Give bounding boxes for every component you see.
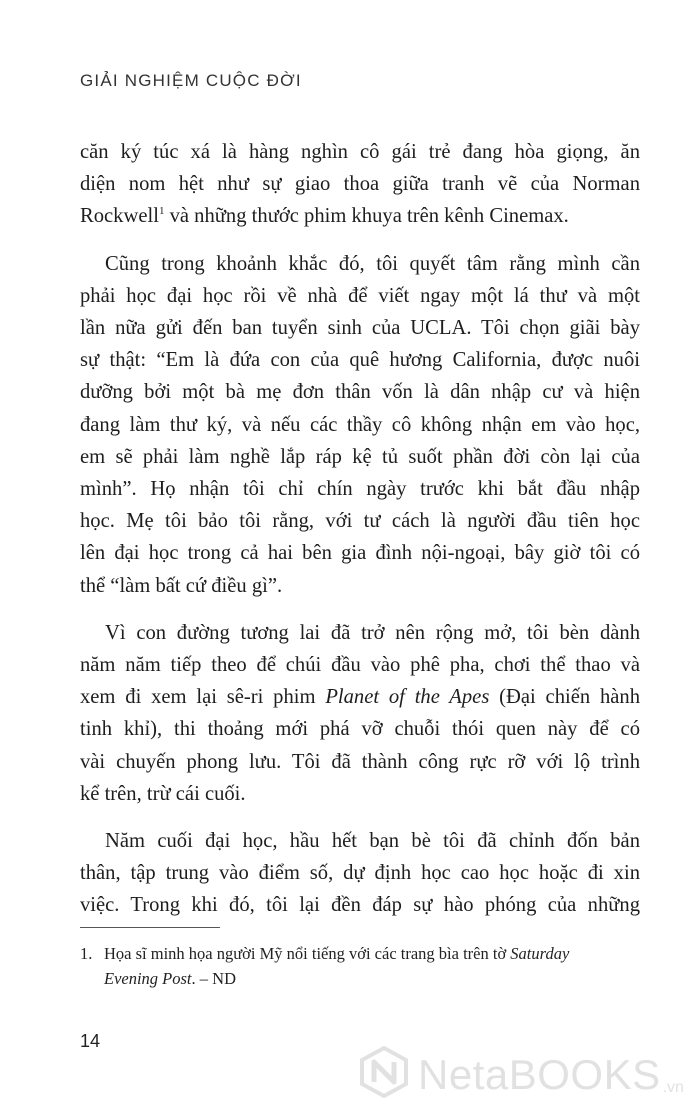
text-line: căn ký túc xá là hàng nghìn cô gái trẻ đang hòa giọng, ăn xyxy=(80,141,640,163)
footnote-ref-1: 1 xyxy=(158,205,165,218)
text-line: vài chuyến phong lưu. Tôi đã thành công rực rỡ với lộ trình xyxy=(80,750,640,773)
text-line: sự thật: “Em là đứa con của quê hương California, được nuôi xyxy=(80,349,640,372)
text-run: xem đi xem lại sê-ri phim xyxy=(80,686,326,709)
watermark-suffix: .vn xyxy=(662,1079,684,1096)
text-line xyxy=(80,681,640,713)
paragraph-3 xyxy=(80,617,640,810)
text-line: lên đại học trong cả hai bên gia đình nội-ngoại, bây giờ tôi có xyxy=(80,542,640,565)
text-line: dưỡng bởi một bà mẹ đơn thân vốn là dân nhập cư và hiện xyxy=(80,381,640,404)
text-line xyxy=(80,200,640,232)
text-line: diện nom hệt như sự giao thoa giữa tranh vẽ của Norman xyxy=(80,173,640,196)
text-line: học. Mẹ tôi bảo tôi rằng, với tư cách là người đầu tiên học xyxy=(80,510,640,533)
footnote-divider xyxy=(80,927,220,928)
paragraph-2 xyxy=(80,248,640,602)
text-run: Rockwell xyxy=(80,205,159,228)
text-line: Năm cuối đại học, hầu hết bạn bè tôi đã chỉnh đốn bản xyxy=(105,830,640,853)
paragraph-4 xyxy=(80,825,640,922)
text-line: phải học đại học rồi về nhà để viết ngay một lá thư và một xyxy=(80,284,640,307)
text-line: thân, tập trung vào điểm số, dự định học cao học hoặc đi xin xyxy=(80,862,640,885)
text-line: việc. Trong khi đó, tôi lại đền đáp sự hào phóng của những xyxy=(80,894,640,917)
footnote-publication: Evening Post xyxy=(104,969,192,988)
page-number: 14 xyxy=(80,1031,101,1051)
text-line: kể trên, trừ cái cuối. xyxy=(80,782,246,805)
text-line: mình”. Họ nhận tôi chỉ chín ngày trước khi bắt đầu nhập xyxy=(80,478,640,501)
watermark-logo-icon xyxy=(358,1046,410,1103)
text-line: Cũng trong khoảnh khắc đó, tôi quyết tâm rằng mình cần xyxy=(105,252,640,275)
footnote-1 xyxy=(80,941,640,991)
body-text xyxy=(80,136,640,937)
paragraph-1 xyxy=(80,136,640,233)
text-line: đang làm thư ký, và nếu các thầy cô không nhận em vào học, xyxy=(80,413,640,436)
watermark-brand: NetaBOOKS xyxy=(418,1050,661,1098)
text-run: (Đại chiến hành xyxy=(489,686,640,709)
footnote-text: Họa sĩ minh họa người Mỹ nổi tiếng với các trang bìa trên tờ xyxy=(104,944,511,963)
film-title: Planet of the Apes xyxy=(325,686,490,709)
text-line: tinh khỉ), thi thoảng mới phá vỡ chuỗi thói quen này để có xyxy=(80,718,640,741)
text-run: và những thước phim khuya trên kênh Cinemax. xyxy=(164,205,569,228)
text-line: Vì con đường tương lai đã trở nên rộng mở, tôi bèn dành xyxy=(105,621,640,644)
text-line: em sẽ phải làm nghề lắp ráp kệ tủ suốt phần đời còn lại của xyxy=(80,445,640,468)
footnote-line-2 xyxy=(80,966,640,991)
text-line: thể “làm bất cứ điều gì”. xyxy=(80,574,283,597)
footnote-number: 1. xyxy=(80,944,93,963)
text-line: năm năm tiếp theo để chúi đầu vào phê pha, chơi thể thao và xyxy=(80,654,640,677)
text-line: lần nữa gửi đến ban tuyển sinh của UCLA. Tôi chọn giãi bày xyxy=(80,317,640,340)
footnote-publication: Saturday xyxy=(510,944,570,963)
running-header-title: GIẢI NGHIỆM CUỘC ĐỜI xyxy=(80,71,302,90)
footnote-text: . – ND xyxy=(191,969,236,988)
watermark xyxy=(358,1046,684,1103)
